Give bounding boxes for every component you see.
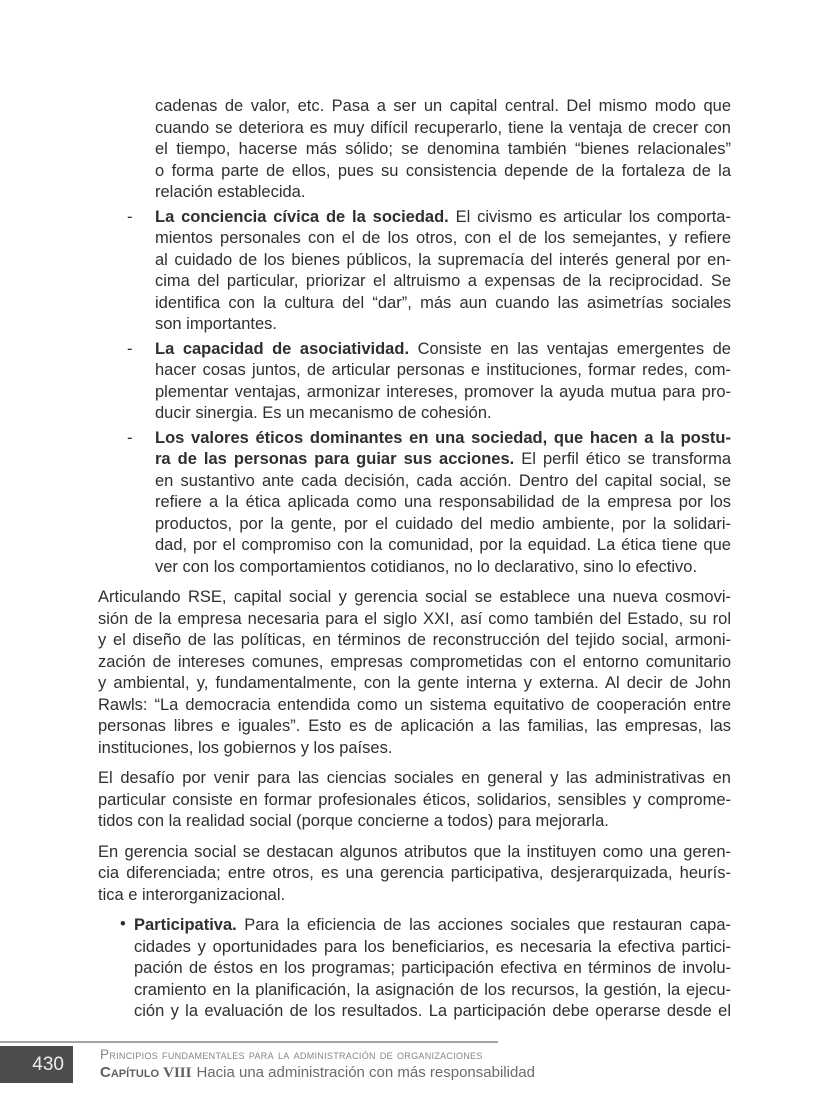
text-line: cadenas de valor, etc. Pasa a ser un capital central. Del mismo modo que — [155, 97, 731, 115]
chapter-number: VIII — [163, 1065, 192, 1081]
text-line: cuando se deteriora es muy difícil recuperarlo, tiene la ventaja de crecer con — [155, 118, 731, 137]
text-line: ver con los comportamientos cotidianos, no lo declarativo, sino lo efectivo. — [155, 557, 698, 576]
page-number: 430 — [32, 1053, 64, 1075]
text-line: Participativa. Para la eficiencia de las acciones sociales que restauran capa- — [134, 916, 731, 934]
paragraph-el-desafio — [98, 768, 731, 833]
text-line: refiere a la ética aplicada como una responsabilidad de la empresa por los — [155, 493, 731, 511]
text-line: cima del particular, priorizar el altruismo a expensas de la reciprocidad. Se — [155, 272, 731, 290]
text-line: el tiempo, hacerse más sólido; se denomina también “bienes relacionales” — [155, 140, 731, 158]
text-line: cramiento en la planificación, la asignación de los recursos, la gestión, la ejecu- — [134, 980, 731, 999]
running-head — [100, 1047, 535, 1082]
dash-bullet: - — [127, 207, 133, 226]
text-line: productos, por la gente, por el cuidado del medio ambiente, por la solidari- — [155, 514, 731, 533]
text-line: Los valores éticos dominantes en una sociedad, que hacen a la postu- — [155, 428, 731, 447]
list-item-valores-eticos — [127, 428, 732, 579]
text-line: o forma parte de ellos, pues su consistencia depende de la fortaleza de la — [155, 161, 731, 180]
text-line: tidos con la realidad social (porque concierne a todos) para mejorarla. — [98, 812, 609, 830]
dash-bullet: - — [127, 428, 133, 447]
text-line: ción y la evaluación de los resultados. La participación debe operarse desde el — [134, 1002, 731, 1020]
text-line: ra de las personas para guiar sus acciones. El perfil ético se transforma — [155, 450, 732, 468]
text-line: La capacidad de asociatividad. Consiste en las ventajas emergentes de — [155, 339, 731, 358]
list-item-conciencia-civica — [127, 207, 731, 336]
text-line: plementar ventajas, armonizar intereses, promover la ayuda mutua para pro- — [155, 382, 731, 401]
dash-bullet: - — [127, 339, 133, 358]
page-body — [0, 96, 828, 1023]
running-head-book-title: Principios fundamentales para la administración de organizaciones — [100, 1047, 483, 1062]
text-line: dad, por el compromiso con la comunidad, por la equidad. La ética tiene que — [155, 536, 731, 554]
paragraph-articulando-rse — [98, 587, 731, 759]
chapter-label: Capítulo — [100, 1064, 160, 1081]
text-line: tica e interorganizacional. — [98, 885, 286, 904]
text-line: son importantes. — [155, 315, 277, 333]
text-line: y el diseño de las políticas, en términos de reconstrucción del tejido social, armoni- — [98, 631, 731, 649]
list-item-capacidad-asociatividad — [127, 339, 731, 425]
text-line: mientos personales con el de los otros, con el de los semejantes, y refiere — [155, 229, 731, 247]
running-head-chapter — [100, 1064, 535, 1082]
text-line: hacer cosas juntos, de articular personas e instituciones, formar redes, com- — [155, 361, 731, 379]
text-line: El desafío por venir para las ciencias sociales en general y las administrativas en — [98, 769, 731, 787]
footer-rule — [0, 1041, 498, 1043]
text-line: cia diferenciada; entre otros, es una gerencia participativa, desjerarquizada, heurís- — [98, 864, 731, 882]
text-line: zación de intereses comunes, empresas comprometidas con el entorno comunitario — [98, 652, 731, 671]
text-line: En gerencia social se destacan algunos atributos que la instituyen como una geren- — [98, 842, 731, 861]
text-line: La conciencia cívica de la sociedad. El civismo es articular los comporta- — [155, 207, 731, 226]
list-item-participativa — [120, 915, 731, 1023]
text-line: al cuidado de los bienes públicos, la supremacía del interés general por en- — [155, 250, 731, 269]
paragraph-en-gerencia-social — [98, 842, 731, 907]
text-line: en sustantivo ante cada decisión, cada acción. Dentro del capital social, se — [155, 471, 731, 490]
dot-bullet: • — [120, 915, 126, 933]
page-number-box — [0, 1046, 73, 1083]
text-line: instituciones, los gobiernos y los países. — [98, 738, 393, 757]
text-line: sión de la empresa necesaria para el siglo XXI, así como también del Estado, su rol — [98, 609, 731, 628]
text-line: ducir sinergia. Es un mecanismo de cohesión. — [155, 404, 492, 422]
text-line: Articulando RSE, capital social y gerencia social se establece una nueva cosmovi- — [98, 588, 731, 606]
text-line: particular consiste en formar profesionales éticos, solidarios, sensibles y comprome- — [98, 790, 731, 809]
continuation-paragraph — [155, 96, 731, 204]
text-line: pación de éstos en los programas; participación efectiva en términos de involu- — [134, 959, 731, 977]
chapter-title: Hacia una administración con más responsabilidad — [196, 1064, 535, 1081]
text-line: y ambiental, y, fundamentalmente, con la gente interna y externa. Al decir de John — [98, 674, 731, 692]
text-line: personas libres e iguales”. Esto es de aplicación a las familias, las empresas, las — [98, 717, 731, 735]
text-line: relación establecida. — [155, 183, 306, 201]
text-line: cidades y oportunidades para los beneficiarios, es necesaria la efectiva partici- — [134, 937, 731, 956]
text-line: identifica con la cultura del “dar”, más aun cuando las asimetrías sociales — [155, 293, 731, 312]
text-line: Rawls: “La democracia entendida como un sistema equitativo de cooperación entre — [98, 695, 731, 714]
